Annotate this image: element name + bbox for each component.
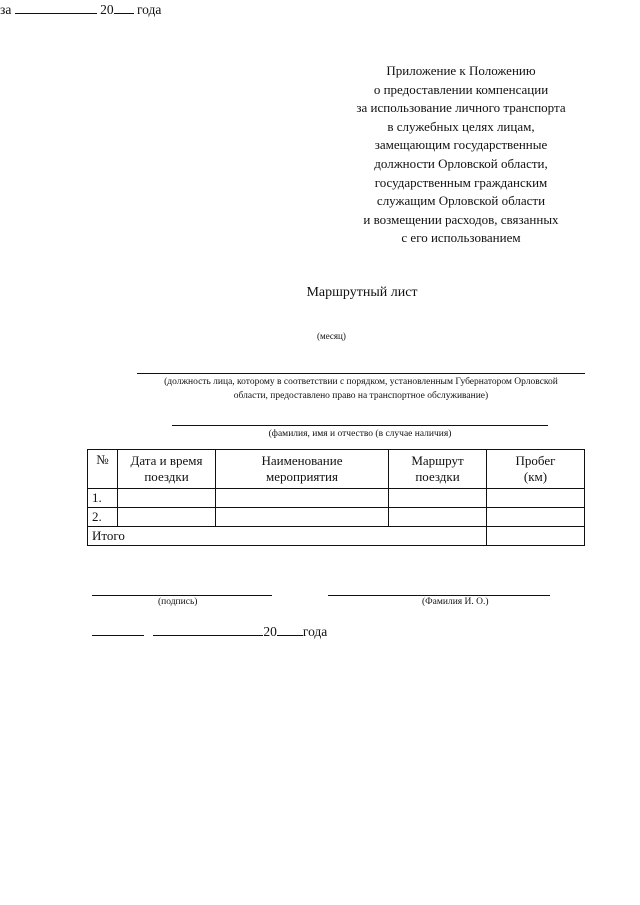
position-note: [126, 375, 596, 403]
header-number: №: [88, 450, 118, 489]
year-blank[interactable]: [114, 0, 134, 14]
appendix-line: с его использованием: [401, 230, 521, 246]
period-line: [0, 0, 640, 18]
table-row: [88, 489, 585, 508]
cell-mileage[interactable]: [487, 489, 585, 508]
day-blank[interactable]: [92, 622, 144, 636]
month-blank[interactable]: [15, 0, 97, 14]
cell-date-time[interactable]: [118, 508, 216, 527]
route-table: [87, 449, 585, 546]
period-year-prefix: 20: [100, 2, 114, 17]
appendix-line: о предоставлении компенсации: [373, 81, 549, 97]
full-name-blank-line[interactable]: [328, 595, 550, 596]
header-route: Маршрут поездки: [389, 450, 487, 489]
cell-date-time[interactable]: [118, 489, 216, 508]
period-prefix: за: [0, 2, 12, 17]
position-note-line1: (должность лица, которому в соответствии с порядком, установленным Губернатором Орловской: [164, 377, 558, 387]
appendix-line: за использование личного транспорта: [356, 100, 566, 116]
appendix-line: государственным гражданским: [374, 174, 548, 190]
appendix-line: служащим Орловской области: [376, 193, 546, 209]
appendix-line: замещающим государственные: [374, 137, 548, 153]
position-note-line2: области, предоставлено право на транспортное обслуживание): [233, 391, 489, 401]
table-total-row: [88, 527, 585, 546]
date-suffix: года: [302, 624, 328, 639]
row-number: 1.: [88, 489, 118, 508]
appendix-line: в служебных целях лицам,: [387, 118, 535, 134]
date-line: [92, 622, 327, 640]
header-date-time: Дата и время поездки: [118, 450, 216, 489]
total-label: Итого: [88, 527, 487, 546]
header-event-name: Наименование мероприятия: [216, 450, 389, 489]
signature-label: (подпись): [158, 597, 198, 607]
appendix-line: Приложение к Положению: [386, 63, 536, 78]
cell-route[interactable]: [389, 489, 487, 508]
table-header-row: [88, 450, 585, 489]
table-row: [88, 508, 585, 527]
cell-total-mileage[interactable]: [487, 527, 585, 546]
appendix-line: и возмещении расходов, связанных: [363, 211, 559, 227]
cell-event-name[interactable]: [216, 508, 389, 527]
full-name-label: (Фамилия И. О.): [422, 597, 489, 607]
date-year-blank[interactable]: [277, 622, 303, 636]
name-blank-line[interactable]: [172, 425, 548, 426]
cell-mileage[interactable]: [487, 508, 585, 527]
signature-blank-line[interactable]: [92, 595, 272, 596]
cell-route[interactable]: [389, 508, 487, 527]
period-suffix: года: [136, 2, 162, 17]
appendix-line: должности Орловской области,: [374, 155, 548, 171]
header-mileage: Пробег (км): [487, 450, 585, 489]
month-hint: (месяц): [317, 331, 346, 341]
cell-event-name[interactable]: [216, 489, 389, 508]
month-date-blank[interactable]: [153, 622, 263, 636]
position-blank-line[interactable]: [137, 373, 585, 374]
appendix-header: [330, 62, 592, 248]
date-year-prefix: 20: [263, 624, 277, 639]
row-number: 2.: [88, 508, 118, 527]
document-title: Маршрутный лист: [306, 285, 418, 300]
name-note: (фамилия, имя и отчество (в случае наличия): [268, 429, 452, 439]
